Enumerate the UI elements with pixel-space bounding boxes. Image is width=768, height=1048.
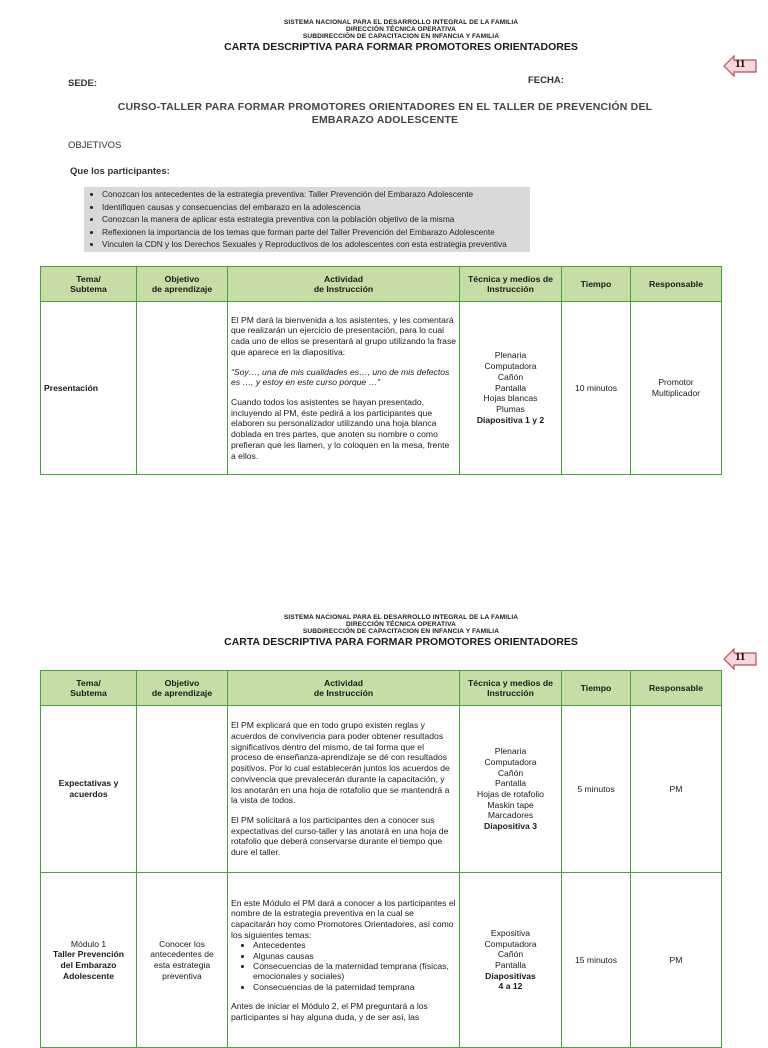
- header-line-1: SISTEMA NACIONAL PARA EL DESARROLLO INTEGRAL DE LA FAMILIA: [283, 614, 519, 621]
- col-tiempo: Tiempo: [562, 267, 631, 302]
- list-item: • Algunas causas: [253, 951, 456, 961]
- objetivos-intro: Que los participantes:: [70, 166, 170, 177]
- actividad-paragraph: Cuando todos los asistentes se hayan presentado, incluyendo al PM, éste pedirá a los participantes que elaboren su personalizador utilizando una hoja blanca doblada en tres partes, que anoten su nombre o como prefieran que les llamen, y lo coloquen en la mesa, frente a ellos.: [231, 397, 450, 461]
- cell-tecnica: Plenaria Computadora Cañón Pantalla Hojas de rotafolio Maskin tape Marcadores Diapositiva 3: [460, 706, 562, 873]
- cell-tema: Presentación: [41, 302, 137, 475]
- list-item: • Vinculen la CDN y los Derechos Sexuales y Reproductivos de los adolescentes con esta estrategia preventiva: [102, 238, 530, 251]
- cell-tema: Expectativas y acuerdos: [41, 706, 137, 873]
- col-responsable: Responsable: [631, 671, 722, 706]
- actividad-paragraph: El PM solicitará a los participantes den a conocer sus expectativas del curso-taller y las anotará en una hoja de rotafolio que deberá conservarse durante el tiempo que dure el taller.: [231, 814, 449, 858]
- table-header-row: [41, 267, 722, 302]
- col-actividad: Actividad de Instrucción: [228, 671, 460, 706]
- col-tema: Tema/ Subtema: [41, 267, 137, 302]
- cell-tiempo: 10 minutos: [562, 302, 631, 475]
- document-header: [0, 20, 768, 53]
- header-title: CARTA DESCRIPTIVA PARA FORMAR PROMOTORES ORIENTADORES: [224, 40, 578, 53]
- page-number-badge[interactable]: [723, 55, 757, 77]
- cell-actividad: [228, 873, 460, 1048]
- cell-objetivo: Conocer los antecedentes de esta estrategia preventiva: [137, 873, 228, 1048]
- header-title: CARTA DESCRIPTIVA PARA FORMAR PROMOTORES ORIENTADORES: [224, 635, 578, 648]
- cell-responsable: PM: [631, 706, 722, 873]
- fecha-label: FECHA:: [528, 75, 564, 86]
- header-line-2: DIRECCIÓN TÉCNICA OPERATIVA: [346, 25, 456, 33]
- page-number: 11: [735, 651, 746, 663]
- table-header-row: [41, 671, 722, 706]
- page-number-badge[interactable]: [723, 648, 757, 670]
- actividad-paragraph: En este Módulo el PM dará a conocer a los participantes el nombre de la estrategia preventiva en la cual se capacitarán hoy como Promotores Orientadores, así como los siguientes temas:: [231, 897, 456, 940]
- sede-label: SEDE:: [68, 78, 98, 89]
- cell-responsable: Promotor Multiplicador: [631, 302, 722, 475]
- list-item: • Reflexionen la importancia de los temas que forman parte del Taller Prevención del Embarazo Adolescente: [102, 226, 530, 239]
- col-actividad: Actividad de Instrucción: [228, 267, 460, 302]
- table-row: [41, 873, 722, 1048]
- list-item: • Consecuencias de la maternidad temprana (físicas, emocionales y sociales): [253, 961, 456, 982]
- col-tecnica: Técnica y medios de Instrucción: [460, 267, 562, 302]
- page-2: [0, 615, 768, 1024]
- objetivos-heading: OBJETIVOS: [68, 140, 122, 151]
- diapositiva-ref: Diapositivas: [485, 970, 536, 981]
- cell-tiempo: 5 minutos: [562, 706, 631, 873]
- header-line-3: SUBDIRECCIÓN DE CAPACITACION EN INFANCIA Y FAMILIA: [302, 627, 500, 635]
- table-row: [41, 302, 722, 475]
- list-item: • Conozcan los antecedentes de la estrategia preventiva: Taller Prevención del Embarazo Adolescente: [102, 188, 530, 201]
- header-line-3: SUBDIRECCIÓN DE CAPACITACION EN INFANCIA Y FAMILIA: [302, 32, 500, 40]
- cell-tiempo: 15 minutos: [562, 873, 631, 1048]
- actividad-quote: “Soy…, una de mis cualidades es…, uno de mis defectos es …, y estoy en este curso porque …”: [231, 366, 450, 388]
- cell-objetivo: [137, 302, 228, 475]
- col-responsable: Responsable: [631, 267, 722, 302]
- list-item: • Identifiquen causas y consecuencias del embarazo en la adolescencia: [102, 201, 530, 214]
- activity-table-1: [40, 266, 722, 475]
- cell-tema: Módulo 1 Taller Prevención del Embarazo Adolescente: [41, 873, 137, 1048]
- document-header: [0, 615, 768, 648]
- cell-tecnica: Plenaria Computadora Cañón Pantalla Hojas blancas Plumas Diapositiva 1 y 2: [460, 302, 562, 475]
- cell-actividad: [228, 706, 460, 873]
- objetivos-list: [84, 187, 530, 252]
- cell-responsable: PM: [631, 873, 722, 1048]
- diapositiva-ref: Diapositiva 1 y 2: [476, 414, 545, 425]
- cell-objetivo: [137, 706, 228, 873]
- actividad-paragraph: El PM dará la bienvenida a los asistentes, y les comentará que realizarán un ejercicio de presentación, para lo cual cada uno de ellos se presentará al grupo utilizando la frase que aparece en la diapositiva:: [231, 314, 457, 357]
- page-number: 11: [735, 58, 746, 70]
- col-tiempo: Tiempo: [562, 671, 631, 706]
- activity-table-2: [40, 670, 722, 1048]
- col-tema: Tema/ Subtema: [41, 671, 137, 706]
- cell-tecnica: Expositiva Computadora Cañón Pantalla Diapositivas 4 a 12: [460, 873, 562, 1048]
- diapositiva-ref: Diapositiva 3: [483, 821, 537, 832]
- course-title: CURSO-TALLER PARA FORMAR PROMOTORES ORIENTADORES EN EL TALLER DE PREVENCIÓN DEL EMBARAZO ADOLESCENTE: [117, 101, 653, 126]
- table-row: [41, 706, 722, 873]
- cell-actividad: [228, 302, 460, 475]
- actividad-paragraph: El PM explicará que en todo grupo existen reglas y acuerdos de convivencia para poder obtener resultados significativos dentro del mismo, de tal forma que el proceso de enseñanza-aprendizaje se dé con resultados positivos. Por lo cual establecerán juntos los acuerdos de convivencia que prevalecerán durante la capacitación, y los anotarán en una hoja de rotafolio que se mantendrá a la vista de todos.: [231, 720, 450, 806]
- col-objetivo: Objetivo de aprendizaje: [137, 267, 228, 302]
- actividad-paragraph: Antes de iniciar el Módulo 2, el PM preguntará a los participantes si hay alguna duda, y de ser así, las: [231, 1001, 428, 1022]
- list-item: • Antecedentes: [253, 940, 456, 950]
- list-item: • Consecuencias de la paternidad temprana: [253, 982, 456, 992]
- col-objetivo: Objetivo de aprendizaje: [137, 671, 228, 706]
- page-1: [0, 0, 768, 480]
- list-item: • Conozcan la manera de aplicar esta estrategia preventiva con la población objetivo de la misma: [102, 213, 530, 226]
- header-line-2: DIRECCIÓN TÉCNICA OPERATIVA: [346, 620, 456, 628]
- header-line-1: SISTEMA NACIONAL PARA EL DESARROLLO INTEGRAL DE LA FAMILIA: [283, 19, 519, 26]
- col-tecnica: Técnica y medios de Instrucción: [460, 671, 562, 706]
- actividad-topics: [231, 940, 456, 992]
